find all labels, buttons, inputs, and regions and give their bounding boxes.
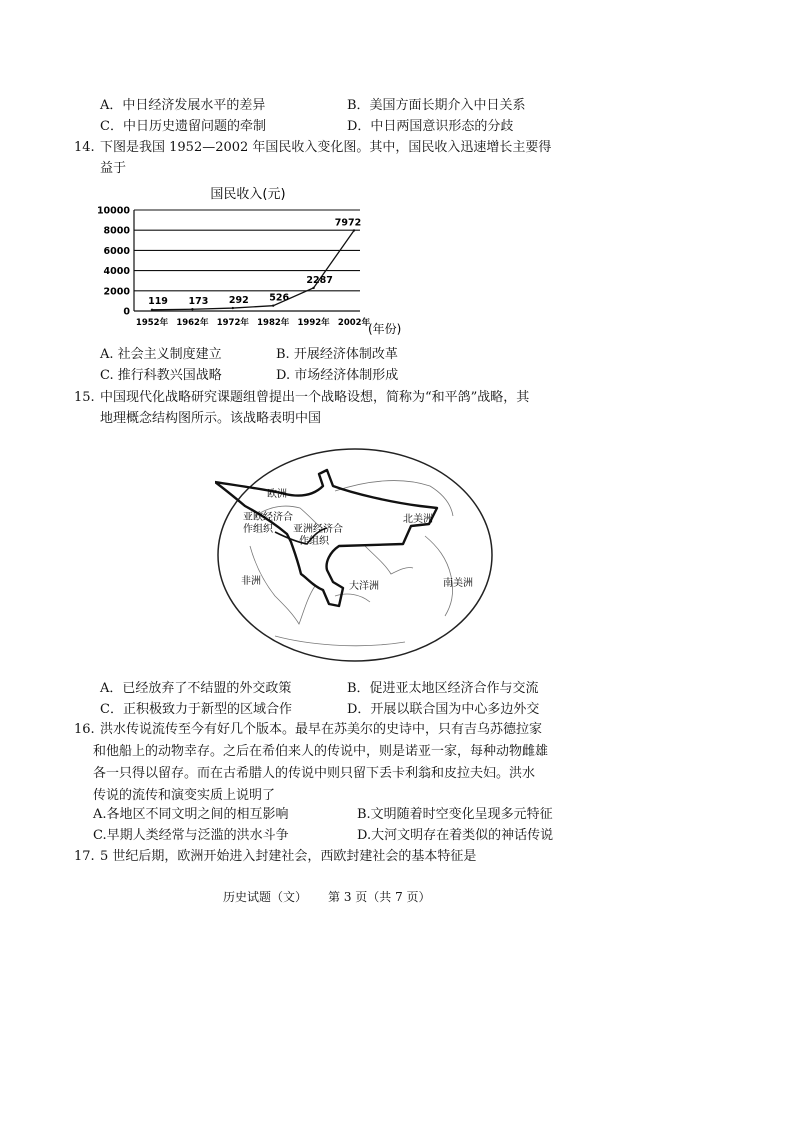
income-chart xyxy=(90,178,420,340)
q17-number: 17. xyxy=(74,849,95,864)
data-label: 173 xyxy=(188,296,209,307)
data-label: 526 xyxy=(269,292,290,304)
y-tick-label: 10000 xyxy=(96,205,130,217)
y-tick-label: 6000 xyxy=(103,245,130,257)
footer-subject: 历史试题（文） xyxy=(223,890,308,904)
q17-stem: 5 世纪后期，欧洲开始进入封建社会，西欧封建社会的基本特征是 xyxy=(100,849,477,864)
q13-option-a: A．中日经济发展水平的差异 xyxy=(100,98,266,113)
x-tick-label: 1992年 xyxy=(297,318,330,328)
q16-option-d: D.大河文明存在着类似的神话传说 xyxy=(357,828,554,843)
data-label: 7972 xyxy=(334,217,362,229)
y-tick-label: 2000 xyxy=(103,286,130,298)
footer-page-number: 第 3 页（共 7 页） xyxy=(328,890,431,904)
data-point xyxy=(151,309,153,311)
map-label-north-america: 北美洲 xyxy=(403,514,433,525)
map-label-oceania: 大洋洲 xyxy=(349,581,379,592)
q14-option-c: C. 推行科教兴国战略 xyxy=(100,368,222,383)
data-point xyxy=(191,308,193,310)
q14-stem-line-1: 下图是我国 1952—2002 年国民收入变化图。其中，国民收入迅速增长主要得 xyxy=(100,140,552,155)
q15-stem-line-1: 中国现代化战略研究课题组曾提出一个战略设想，简称为“和平鸽”战略，其 xyxy=(100,390,530,405)
q16-option-c: C.早期人类经常与泛滥的洪水斗争 xyxy=(93,828,289,843)
q16-stem-line-4: 传说的流传和演变实质上说明了 xyxy=(93,788,276,803)
q16-stem-line-1: 洪水传说流传至今有好几个版本。最早在苏美尔的史诗中，只有吉乌苏德拉家 xyxy=(100,722,543,737)
q15-option-b: B．促进亚太地区经济合作与交流 xyxy=(347,681,539,696)
map-label-asia-line-2: 作组织 xyxy=(299,536,329,547)
q15-option-c: C．正积极致力于新型的区域合作 xyxy=(100,702,292,717)
q14-option-b: B. 开展经济体制改革 xyxy=(276,347,398,362)
q16-number: 16. xyxy=(74,722,95,737)
q13-option-b: B．美国方面长期介入中日关系 xyxy=(347,98,526,113)
peace-dove-map xyxy=(215,446,495,664)
map-label-africa: 非洲 xyxy=(241,576,261,587)
y-tick-label: 4000 xyxy=(103,266,130,278)
y-tick-label: 0 xyxy=(123,306,130,318)
x-tick-label: 1972年 xyxy=(216,318,249,328)
q15-number: 15. xyxy=(74,390,95,405)
data-point xyxy=(232,307,234,309)
globe-outline xyxy=(218,449,492,661)
x-tick-label: 1952年 xyxy=(135,318,169,328)
map-label-asia-line-1: 亚洲经济合 xyxy=(293,524,343,535)
data-point xyxy=(312,287,314,289)
q16-option-b: B.文明随着时空变化呈现多元特征 xyxy=(357,807,553,822)
map-label-europe: 欧洲 xyxy=(267,489,287,500)
q15-stem-line-2: 地理概念结构图所示。该战略表明中国 xyxy=(100,411,322,426)
q14-stem-line-2: 益于 xyxy=(100,161,127,176)
y-tick-label: 8000 xyxy=(103,225,130,237)
q14-option-a: A. 社会主义制度建立 xyxy=(100,347,222,362)
x-tick-label: 2002年 xyxy=(337,318,371,328)
map-label-eurasia-line-2: 作组织 xyxy=(243,524,273,535)
map-label-south-america: 南美洲 xyxy=(443,578,473,589)
q15-option-a: A．已经放弃了不结盟的外交政策 xyxy=(100,681,292,696)
data-point xyxy=(272,304,274,306)
q14-number: 14. xyxy=(74,140,95,155)
data-label: 2287 xyxy=(306,274,333,286)
x-tick-label: 1982年 xyxy=(257,318,290,328)
x-tick-label: 1962年 xyxy=(176,318,209,328)
q14-option-d: D. 市场经济体制形成 xyxy=(276,368,399,383)
data-label: 119 xyxy=(148,296,168,307)
chart-title: 国民收入(元) xyxy=(210,187,286,202)
q16-stem-line-2: 和他船上的动物幸存。之后在希伯来人的传说中，则是诺亚一家，每种动物雌雄 xyxy=(93,744,549,759)
map-label-eurasia-line-1: 亚欧经济合 xyxy=(243,512,293,523)
chart-xlabel: (年份) xyxy=(368,322,402,336)
q16-option-a: A.各地区不同文明之间的相互影响 xyxy=(93,807,289,822)
q15-option-d: D．开展以联合国为中心多边外交 xyxy=(347,702,540,717)
q13-option-c: C．中日历史遗留问题的牵制 xyxy=(100,119,266,134)
q16-stem-line-3: 各一只得以留存。而在古希腊人的传说中则只留下丢卡利翁和皮拉夫妇。洪水 xyxy=(93,766,536,781)
data-point xyxy=(353,229,355,231)
q13-option-d: D．中日两国意识形态的分歧 xyxy=(347,119,514,134)
data-label: 292 xyxy=(228,295,249,307)
